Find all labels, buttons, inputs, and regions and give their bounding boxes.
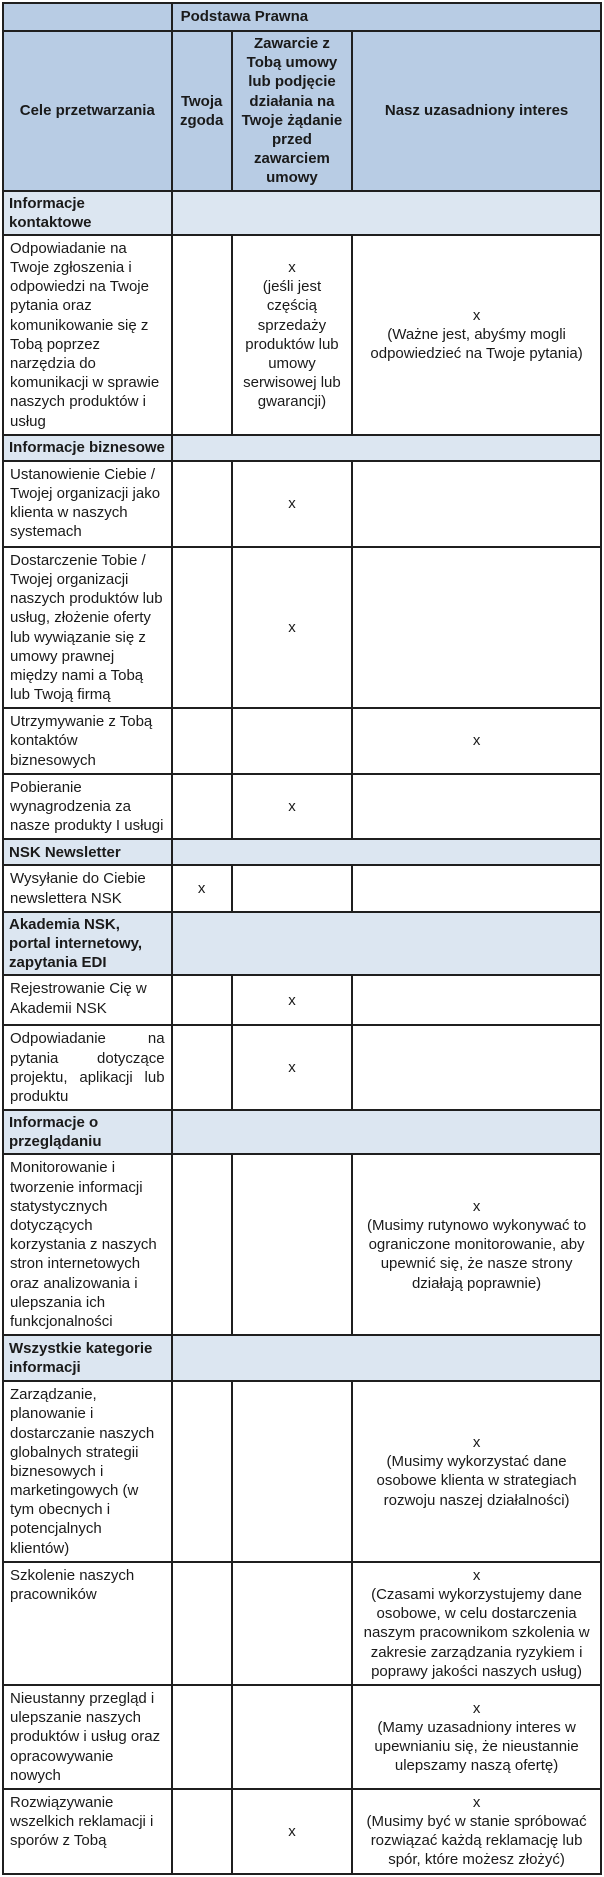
table-row bbox=[3, 1154, 601, 1335]
interest-cell bbox=[352, 774, 601, 840]
section-row-business-info bbox=[3, 435, 601, 461]
section-title: Wszystkie kategorie informacji bbox=[3, 1335, 172, 1381]
consent-cell bbox=[172, 1381, 232, 1562]
interest-cell bbox=[352, 1154, 601, 1335]
interest-cell bbox=[352, 461, 601, 547]
section-title: Informacje biznesowe bbox=[3, 435, 172, 461]
interest-note: (Musimy rutynowo wykonywać to ograniczone monitorowanie, aby upewnić się, że nasze strony działają poprawnie) bbox=[366, 1217, 587, 1292]
contract-cell bbox=[232, 1381, 352, 1562]
contract-cell: x bbox=[232, 975, 352, 1025]
interest-cell bbox=[352, 1025, 601, 1110]
purpose-cell: Monitorowanie i tworzenie informacji statystycznych dotyczących korzystania z naszych stron internetowych oraz analizowania i ulepszania ich funkcjonalności bbox=[3, 1154, 172, 1335]
consent-cell bbox=[172, 547, 232, 709]
table-row bbox=[3, 1685, 601, 1789]
purpose-cell: Odpowiadanie na Twoje zgłoszenia i odpowiedzi na Twoje pytania oraz komunikowanie się z Tobą poprzez narzędzia do komunikacji w sprawie naszych produktów i usług bbox=[3, 235, 172, 435]
section-title: Informacje o przeglądaniu bbox=[3, 1110, 172, 1154]
table-row bbox=[3, 708, 601, 774]
purpose-cell: Dostarczenie Tobie / Twojej organizacji naszych produktów lub usług, złożenie oferty lub wywiązanie się z umowy prawnej między nami a Tobą lub Twoją firmą bbox=[3, 547, 172, 709]
table-row bbox=[3, 1025, 601, 1110]
interest-note: (Musimy być w stanie spróbować rozwiązać każdą reklamację lub spór, które możesz złożyć) bbox=[366, 1813, 587, 1869]
section-title: Akademia NSK, portal internetowy, zapytania EDI bbox=[3, 912, 172, 976]
purpose-cell: Nieustanny przegląd i ulepszanie naszych produktów i usług oraz opracowywanie nowych bbox=[3, 1685, 172, 1789]
consent-cell bbox=[172, 461, 232, 547]
x-mark: x bbox=[288, 259, 296, 277]
col-header-consent: Twoja zgoda bbox=[172, 31, 232, 191]
consent-cell bbox=[172, 1154, 232, 1335]
section-spacer bbox=[172, 191, 601, 235]
table-row bbox=[3, 1562, 601, 1685]
consent-cell bbox=[172, 235, 232, 435]
purpose-cell: Rejestrowanie Cię w Akademii NSK bbox=[3, 975, 172, 1025]
section-row-akademia-nsk bbox=[3, 912, 601, 976]
x-mark: x bbox=[472, 1434, 481, 1452]
consent-cell bbox=[172, 975, 232, 1025]
table-row bbox=[3, 235, 601, 435]
consent-cell: x bbox=[172, 865, 232, 911]
interest-cell: x bbox=[352, 708, 601, 774]
section-spacer bbox=[172, 1335, 601, 1381]
empty-corner-cell bbox=[3, 3, 172, 31]
col-header-contract: Zawarcie z Tobą umowy lub podjęcie działania na Twoje żądanie przed zawarciem umowy bbox=[232, 31, 352, 191]
interest-cell bbox=[352, 1685, 601, 1789]
contract-cell bbox=[232, 1685, 352, 1789]
consent-cell bbox=[172, 1789, 232, 1874]
contract-cell: x bbox=[232, 461, 352, 547]
interest-cell bbox=[352, 975, 601, 1025]
interest-note: (Ważne jest, abyśmy mogli odpowiedzieć na Twoje pytania) bbox=[370, 326, 583, 363]
col-header-legitimate-interest: Nasz uzasadniony interes bbox=[352, 31, 601, 191]
table-row bbox=[3, 975, 601, 1025]
interest-note: (Mamy uzasadniony interes w upewnianiu się, że nieustannie ulepszamy naszą ofertę) bbox=[374, 1718, 579, 1775]
section-row-contact-info bbox=[3, 191, 601, 235]
purpose-cell: Wysyłanie do Ciebie newslettera NSK bbox=[3, 865, 172, 911]
section-row-browsing-info bbox=[3, 1110, 601, 1154]
interest-cell bbox=[352, 235, 601, 435]
table-row bbox=[3, 461, 601, 547]
interest-note: (Musimy wykorzystać dane osobowe klienta w strategiach rozwoju naszej działalności) bbox=[376, 1453, 577, 1509]
x-mark: x bbox=[472, 1197, 481, 1215]
purpose-cell: Odpowiadanie na pytania dotyczące projektu, aplikacji lub produktu bbox=[3, 1025, 172, 1110]
x-mark: x bbox=[472, 1566, 481, 1584]
contract-note: (jeśli jest częścią sprzedaży produktów lub umowy serwisowej lub gwarancji) bbox=[243, 278, 341, 411]
section-spacer bbox=[172, 912, 601, 976]
contract-cell: x bbox=[232, 547, 352, 709]
section-title: Informacje kontaktowe bbox=[3, 191, 172, 235]
interest-note: (Czasami wykorzystujemy dane osobowe, w celu dostarczenia naszym pracownikom szkolenia w zakresie zarządzania ryzykiem i poprawy jakości naszych usług) bbox=[363, 1586, 590, 1680]
purpose-cell: Utrzymywanie z Tobą kontaktów biznesowych bbox=[3, 708, 172, 774]
interest-cell bbox=[352, 1562, 601, 1685]
interest-cell bbox=[352, 865, 601, 911]
section-spacer bbox=[172, 1110, 601, 1154]
table-row bbox=[3, 1381, 601, 1562]
section-title: NSK Newsletter bbox=[3, 839, 172, 865]
table-row bbox=[3, 865, 601, 911]
interest-cell bbox=[352, 1789, 601, 1874]
consent-cell bbox=[172, 1025, 232, 1110]
purpose-cell: Pobieranie wynagrodzenia za nasze produkty I usługi bbox=[3, 774, 172, 840]
col-header-purposes: Cele przetwarzania bbox=[3, 31, 172, 191]
section-row-nsk-newsletter bbox=[3, 839, 601, 865]
x-mark: x bbox=[472, 307, 481, 325]
contract-cell bbox=[232, 1562, 352, 1685]
contract-cell bbox=[232, 1154, 352, 1335]
interest-cell bbox=[352, 1381, 601, 1562]
purpose-cell: Ustanowienie Ciebie / Twojej organizacji jako klienta w naszych systemach bbox=[3, 461, 172, 547]
contract-cell bbox=[232, 708, 352, 774]
purpose-cell: Rozwiązywanie wszelkich reklamacji i sporów z Tobą bbox=[3, 1789, 172, 1874]
section-spacer bbox=[172, 839, 601, 865]
contract-cell bbox=[232, 235, 352, 435]
purpose-cell: Szkolenie naszych pracowników bbox=[3, 1562, 172, 1685]
x-mark: x bbox=[472, 1699, 481, 1717]
consent-cell bbox=[172, 708, 232, 774]
legal-basis-title: Podstawa Prawna bbox=[172, 3, 601, 31]
contract-cell bbox=[232, 865, 352, 911]
x-mark: x bbox=[472, 1793, 481, 1811]
contract-cell: x bbox=[232, 1789, 352, 1874]
table-row bbox=[3, 547, 601, 709]
table-row bbox=[3, 774, 601, 840]
table-row bbox=[3, 1789, 601, 1874]
column-header-row bbox=[3, 31, 601, 191]
purpose-cell: Zarządzanie, planowanie i dostarczanie naszych globalnych strategii biznesowych i marketingowych (w tym obecnych i potencjalnych klientów) bbox=[3, 1381, 172, 1562]
legal-basis-table bbox=[2, 2, 602, 1875]
consent-cell bbox=[172, 774, 232, 840]
consent-cell bbox=[172, 1562, 232, 1685]
section-spacer bbox=[172, 435, 601, 461]
section-row-all-categories bbox=[3, 1335, 601, 1381]
contract-cell: x bbox=[232, 1025, 352, 1110]
interest-cell bbox=[352, 547, 601, 709]
contract-cell: x bbox=[232, 774, 352, 840]
consent-cell bbox=[172, 1685, 232, 1789]
legal-basis-banner-row bbox=[3, 3, 601, 31]
